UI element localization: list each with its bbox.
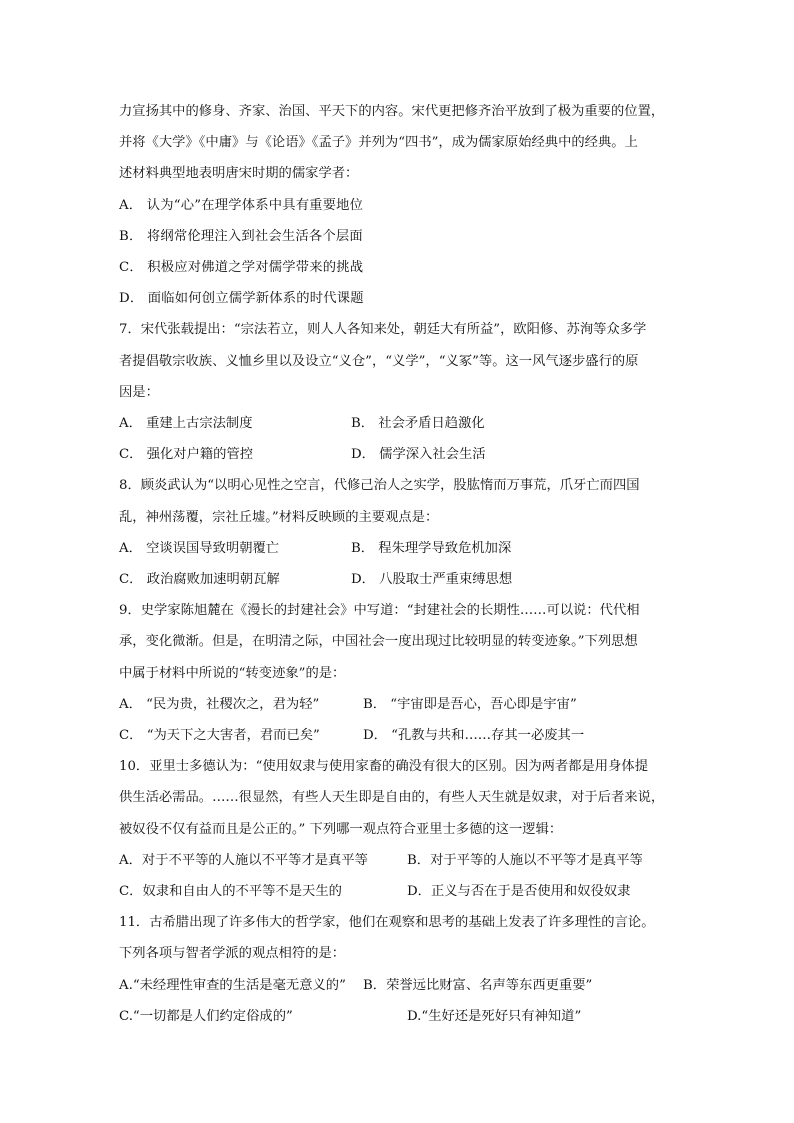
stem-line: 8．顾炎武认为“以明心见性之空言，代修己治人之实学，股肱惰而万事荒，爪牙亡而四国 (119, 478, 640, 494)
option-b: B． “宇宙即是吾心，吾心即是宇宙” (363, 696, 577, 712)
stem-line: 9．史学家陈旭麓在《漫长的封建社会》中写道：“封建社会的长期性……可以说：代代相 (119, 603, 640, 619)
question-stem (119, 751, 679, 845)
option-a: A.“未经理性审查的生活是毫无意义的” (119, 977, 346, 993)
options-row (119, 408, 679, 439)
options-row (119, 970, 679, 1001)
option-b: B．荣誉远比财富、名声等东西更重要” (363, 977, 593, 993)
option-a: A． “民为贵，社稷次之，君为轻” (119, 696, 320, 712)
question-9 (119, 595, 679, 751)
option-d: D.“生好还是死好只有神知道” (407, 1008, 582, 1024)
option-d: D． 八股取士严重束缚思想 (351, 572, 513, 588)
option-d: D． 面临如何创立儒学新体系的时代课题 (119, 291, 364, 307)
question-stem (119, 907, 679, 969)
stem-line: 中属于材料中所说的“转变迹象”的是： (119, 665, 346, 681)
stem-line: 下列各项与智者学派的观点相符的是： (119, 946, 346, 962)
option-a: A．对于不平等的人施以不平等才是真平等 (119, 852, 368, 868)
stem-line: 11．古希腊出现了许多伟大的哲学家，他们在观察和思考的基础上发表了许多理性的言论。 (119, 915, 655, 931)
stem-line: 乱，神州荡覆，宗社丘墟。”材料反映顾的主要观点是： (119, 509, 439, 525)
question-stem (119, 96, 679, 190)
option-c: C． 积极应对佛道之学对儒学带来的挑战 (119, 260, 364, 276)
stem-line: 述材料典型地表明唐宋时期的儒家学者： (119, 166, 359, 182)
options-row (119, 564, 679, 595)
option-b: B． 社会矛盾日趋激化 (351, 416, 485, 432)
question-8 (119, 470, 679, 595)
question-stem (119, 470, 679, 532)
options-row (119, 439, 679, 470)
stem-line: 7．宋代张载提出：“宗法若立，则人人各知来处，朝廷大有所益”，欧阳修、苏洵等众多学 (119, 322, 647, 338)
options-row (119, 876, 679, 907)
options-row (119, 845, 679, 876)
options-row (119, 533, 679, 564)
option-c: C．奴隶和自由人的不平等不是天生的 (119, 884, 342, 900)
option-b: B．对于平等的人施以不平等才是真平等 (407, 852, 643, 868)
stem-line: 被奴役不仅有益而且是公正的。” 下列哪一观点符合亚里士多德的这一逻辑： (119, 821, 563, 837)
options-row (119, 720, 679, 751)
stem-line: 者提倡敬宗收族、义恤乡里以及设立“义仓”，“义学”，“义冢”等。这一风气逐步盛行的原 (119, 353, 639, 369)
question-6-continued (119, 96, 679, 314)
question-10 (119, 751, 679, 907)
option-b: B． 程朱理学导致危机加深 (351, 540, 512, 556)
question-stem (119, 314, 679, 408)
option-c: C． 强化对户籍的管控 (119, 447, 254, 463)
stem-line: 供生活必需品。……很显然，有些人天生即是自由的，有些人天生就是奴隶，对于后者来说， (119, 790, 665, 806)
stem-line: 力宣扬其中的修身、齐家、治国、平天下的内容。宋代更把修齐治平放到了极为重要的位置， (119, 104, 665, 119)
option-d: D． 儒学深入社会生活 (351, 447, 486, 463)
option-c: C.“一切都是人们约定俗成的” (119, 1008, 293, 1024)
option-d: D．正义与否在于是否使用和奴役奴隶 (407, 884, 631, 900)
options-row (119, 689, 679, 720)
stem-line: 承，变化微渐。但是，在明清之际，中国社会一度出现过比较明显的转变迹象。”下列思想 (119, 634, 638, 650)
option-c: C． “为天下之大害者，君而已矣” (119, 728, 320, 744)
question-7 (119, 314, 679, 470)
question-stem (119, 595, 679, 689)
exam-page (119, 96, 679, 1032)
stem-line: 并将《大学》《中庸》与《论语》《孟子》并列为“四书”，成为儒家原始经典中的经典。上 (119, 135, 638, 151)
option-a: A． 重建上古宗法制度 (119, 416, 253, 432)
option-b: B． 将纲常伦理注入到社会生活各个层面 (119, 228, 363, 244)
stem-line: 10．亚里士多德认为：“使用奴隶与使用家畜的确没有很大的区别。因为两者都是用身体提 (119, 759, 648, 775)
question-11 (119, 907, 679, 1032)
stem-line: 因是： (119, 384, 159, 400)
option-c: C． 政治腐败加速明朝瓦解 (119, 572, 280, 588)
option-a: A． 认为“心”在理学体系中具有重要地位 (119, 197, 364, 213)
option-a: A． 空谈误国导致明朝覆亡 (119, 540, 280, 556)
option-d: D． “孔教与共和……存其一必废其一 (363, 728, 585, 744)
options-row (119, 1001, 679, 1032)
